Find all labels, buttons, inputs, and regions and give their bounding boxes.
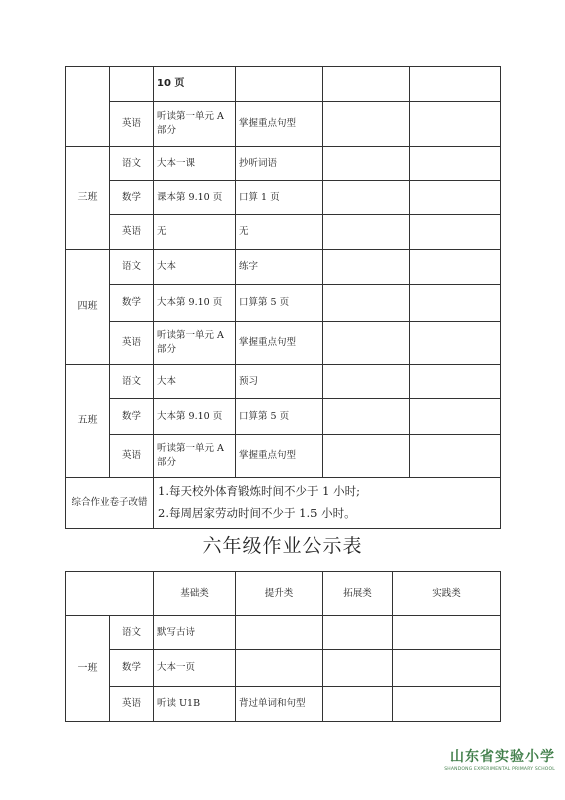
- subject-cell: 英语: [110, 687, 154, 722]
- note-line: 2.每周居家劳动时间不少于 1.5 小时。: [158, 506, 356, 520]
- basic-cell: 默写古诗: [154, 616, 236, 650]
- school-logo-english: SHANDONG EXPERIMENTAL PRIMARY SCHOOL: [444, 767, 555, 772]
- practice-cell: [410, 365, 501, 399]
- extend-cell: [323, 250, 410, 285]
- table-row: [66, 102, 501, 147]
- improve-cell: [236, 650, 323, 687]
- table-row: [66, 181, 501, 215]
- basic-cell: 听读第一单元 A 部分: [154, 102, 236, 147]
- subject-cell: 语文: [110, 250, 154, 285]
- practice-cell: [410, 215, 501, 250]
- subject-cell: 英语: [110, 322, 154, 365]
- subject-cell: 英语: [110, 435, 154, 478]
- summary-row: [66, 478, 501, 529]
- subject-cell: 数学: [110, 181, 154, 215]
- table-row: [66, 616, 501, 650]
- class-cell: [66, 67, 110, 147]
- extend-cell: [323, 181, 410, 215]
- improve-cell: 口算 1 页: [236, 181, 323, 215]
- improve-cell: [236, 616, 323, 650]
- header-cell: [66, 572, 154, 616]
- table-row: [66, 147, 501, 181]
- class-cell: 三班: [66, 147, 110, 250]
- improve-cell: 掌握重点句型: [236, 102, 323, 147]
- subject-cell: 数学: [110, 650, 154, 687]
- header-basic: 基础类: [154, 572, 236, 616]
- extend-cell: [323, 687, 393, 722]
- table-row: [66, 285, 501, 322]
- extend-cell: [323, 616, 393, 650]
- class-cell: 一班: [66, 616, 110, 722]
- basic-cell: 听读第一单元 A 部分: [154, 435, 236, 478]
- improve-cell: 掌握重点句型: [236, 322, 323, 365]
- table-row: [66, 435, 501, 478]
- practice-cell: [410, 322, 501, 365]
- summary-label: 综合作业卷子改错: [66, 478, 154, 529]
- subject-cell: 语文: [110, 365, 154, 399]
- basic-cell: 大本第 9.10 页: [154, 285, 236, 322]
- extend-cell: [323, 102, 410, 147]
- extend-cell: [323, 650, 393, 687]
- extend-cell: [323, 215, 410, 250]
- basic-cell: 大本第 9.10 页: [154, 399, 236, 435]
- extend-cell: [323, 67, 410, 102]
- extend-cell: [323, 285, 410, 322]
- improve-cell: 练字: [236, 250, 323, 285]
- class-cell: 五班: [66, 365, 110, 478]
- basic-cell: 课本第 9.10 页: [154, 181, 236, 215]
- subject-cell: 数学: [110, 285, 154, 322]
- table-row: [66, 650, 501, 687]
- note-line: 1.每天校外体育锻炼时间不少于 1 小时;: [158, 484, 360, 499]
- header-practice: 实践类: [393, 572, 501, 616]
- school-logo-name: 山东省实验小学: [450, 749, 555, 765]
- subject-cell: 英语: [110, 102, 154, 147]
- extend-cell: [323, 365, 410, 399]
- grade5-homework-table: [65, 66, 501, 529]
- basic-cell: 听读 U1B: [154, 687, 236, 722]
- practice-cell: [410, 147, 501, 181]
- subject-cell: [110, 67, 154, 102]
- subject-cell: 数学: [110, 399, 154, 435]
- practice-cell: [410, 285, 501, 322]
- table-row: [66, 322, 501, 365]
- table-row: [66, 365, 501, 399]
- notes-cell: [154, 478, 501, 529]
- table-row: [66, 687, 501, 722]
- improve-cell: 掌握重点句型: [236, 435, 323, 478]
- extend-cell: [323, 435, 410, 478]
- improve-cell: 背过单词和句型: [236, 687, 323, 722]
- school-logo: [444, 746, 555, 772]
- extend-cell: [323, 322, 410, 365]
- practice-cell: [410, 399, 501, 435]
- extend-cell: [323, 147, 410, 181]
- practice-cell: [410, 102, 501, 147]
- practice-cell: [410, 67, 501, 102]
- table-row: [66, 399, 501, 435]
- basic-cell: 大本一课: [154, 147, 236, 181]
- improve-cell: 口算第 5 页: [236, 285, 323, 322]
- table-row: [66, 215, 501, 250]
- header-row: [66, 572, 501, 616]
- table-row: [66, 67, 501, 102]
- improve-cell: 抄听词语: [236, 147, 323, 181]
- extend-cell: [323, 399, 410, 435]
- page-title: 六年级作业公示表: [202, 535, 363, 557]
- class-cell: 四班: [66, 250, 110, 365]
- practice-cell: [410, 250, 501, 285]
- basic-cell: 大本: [154, 365, 236, 399]
- practice-cell: [410, 435, 501, 478]
- subject-cell: 语文: [110, 147, 154, 181]
- grade6-homework-table: [65, 571, 501, 722]
- basic-cell: 无: [154, 215, 236, 250]
- practice-cell: [393, 650, 501, 687]
- basic-cell: 大本: [154, 250, 236, 285]
- improve-cell: 口算第 5 页: [236, 399, 323, 435]
- subject-cell: 英语: [110, 215, 154, 250]
- basic-cell: 听读第一单元 A 部分: [154, 322, 236, 365]
- improve-cell: 预习: [236, 365, 323, 399]
- table-row: [66, 250, 501, 285]
- header-improve: 提升类: [236, 572, 323, 616]
- practice-cell: [410, 181, 501, 215]
- subject-cell: 语文: [110, 616, 154, 650]
- basic-cell: 10 页: [154, 67, 236, 102]
- basic-cell: 大本一页: [154, 650, 236, 687]
- practice-cell: [393, 616, 501, 650]
- header-extend: 拓展类: [323, 572, 393, 616]
- practice-cell: [393, 687, 501, 722]
- improve-cell: [236, 67, 323, 102]
- improve-cell: 无: [236, 215, 323, 250]
